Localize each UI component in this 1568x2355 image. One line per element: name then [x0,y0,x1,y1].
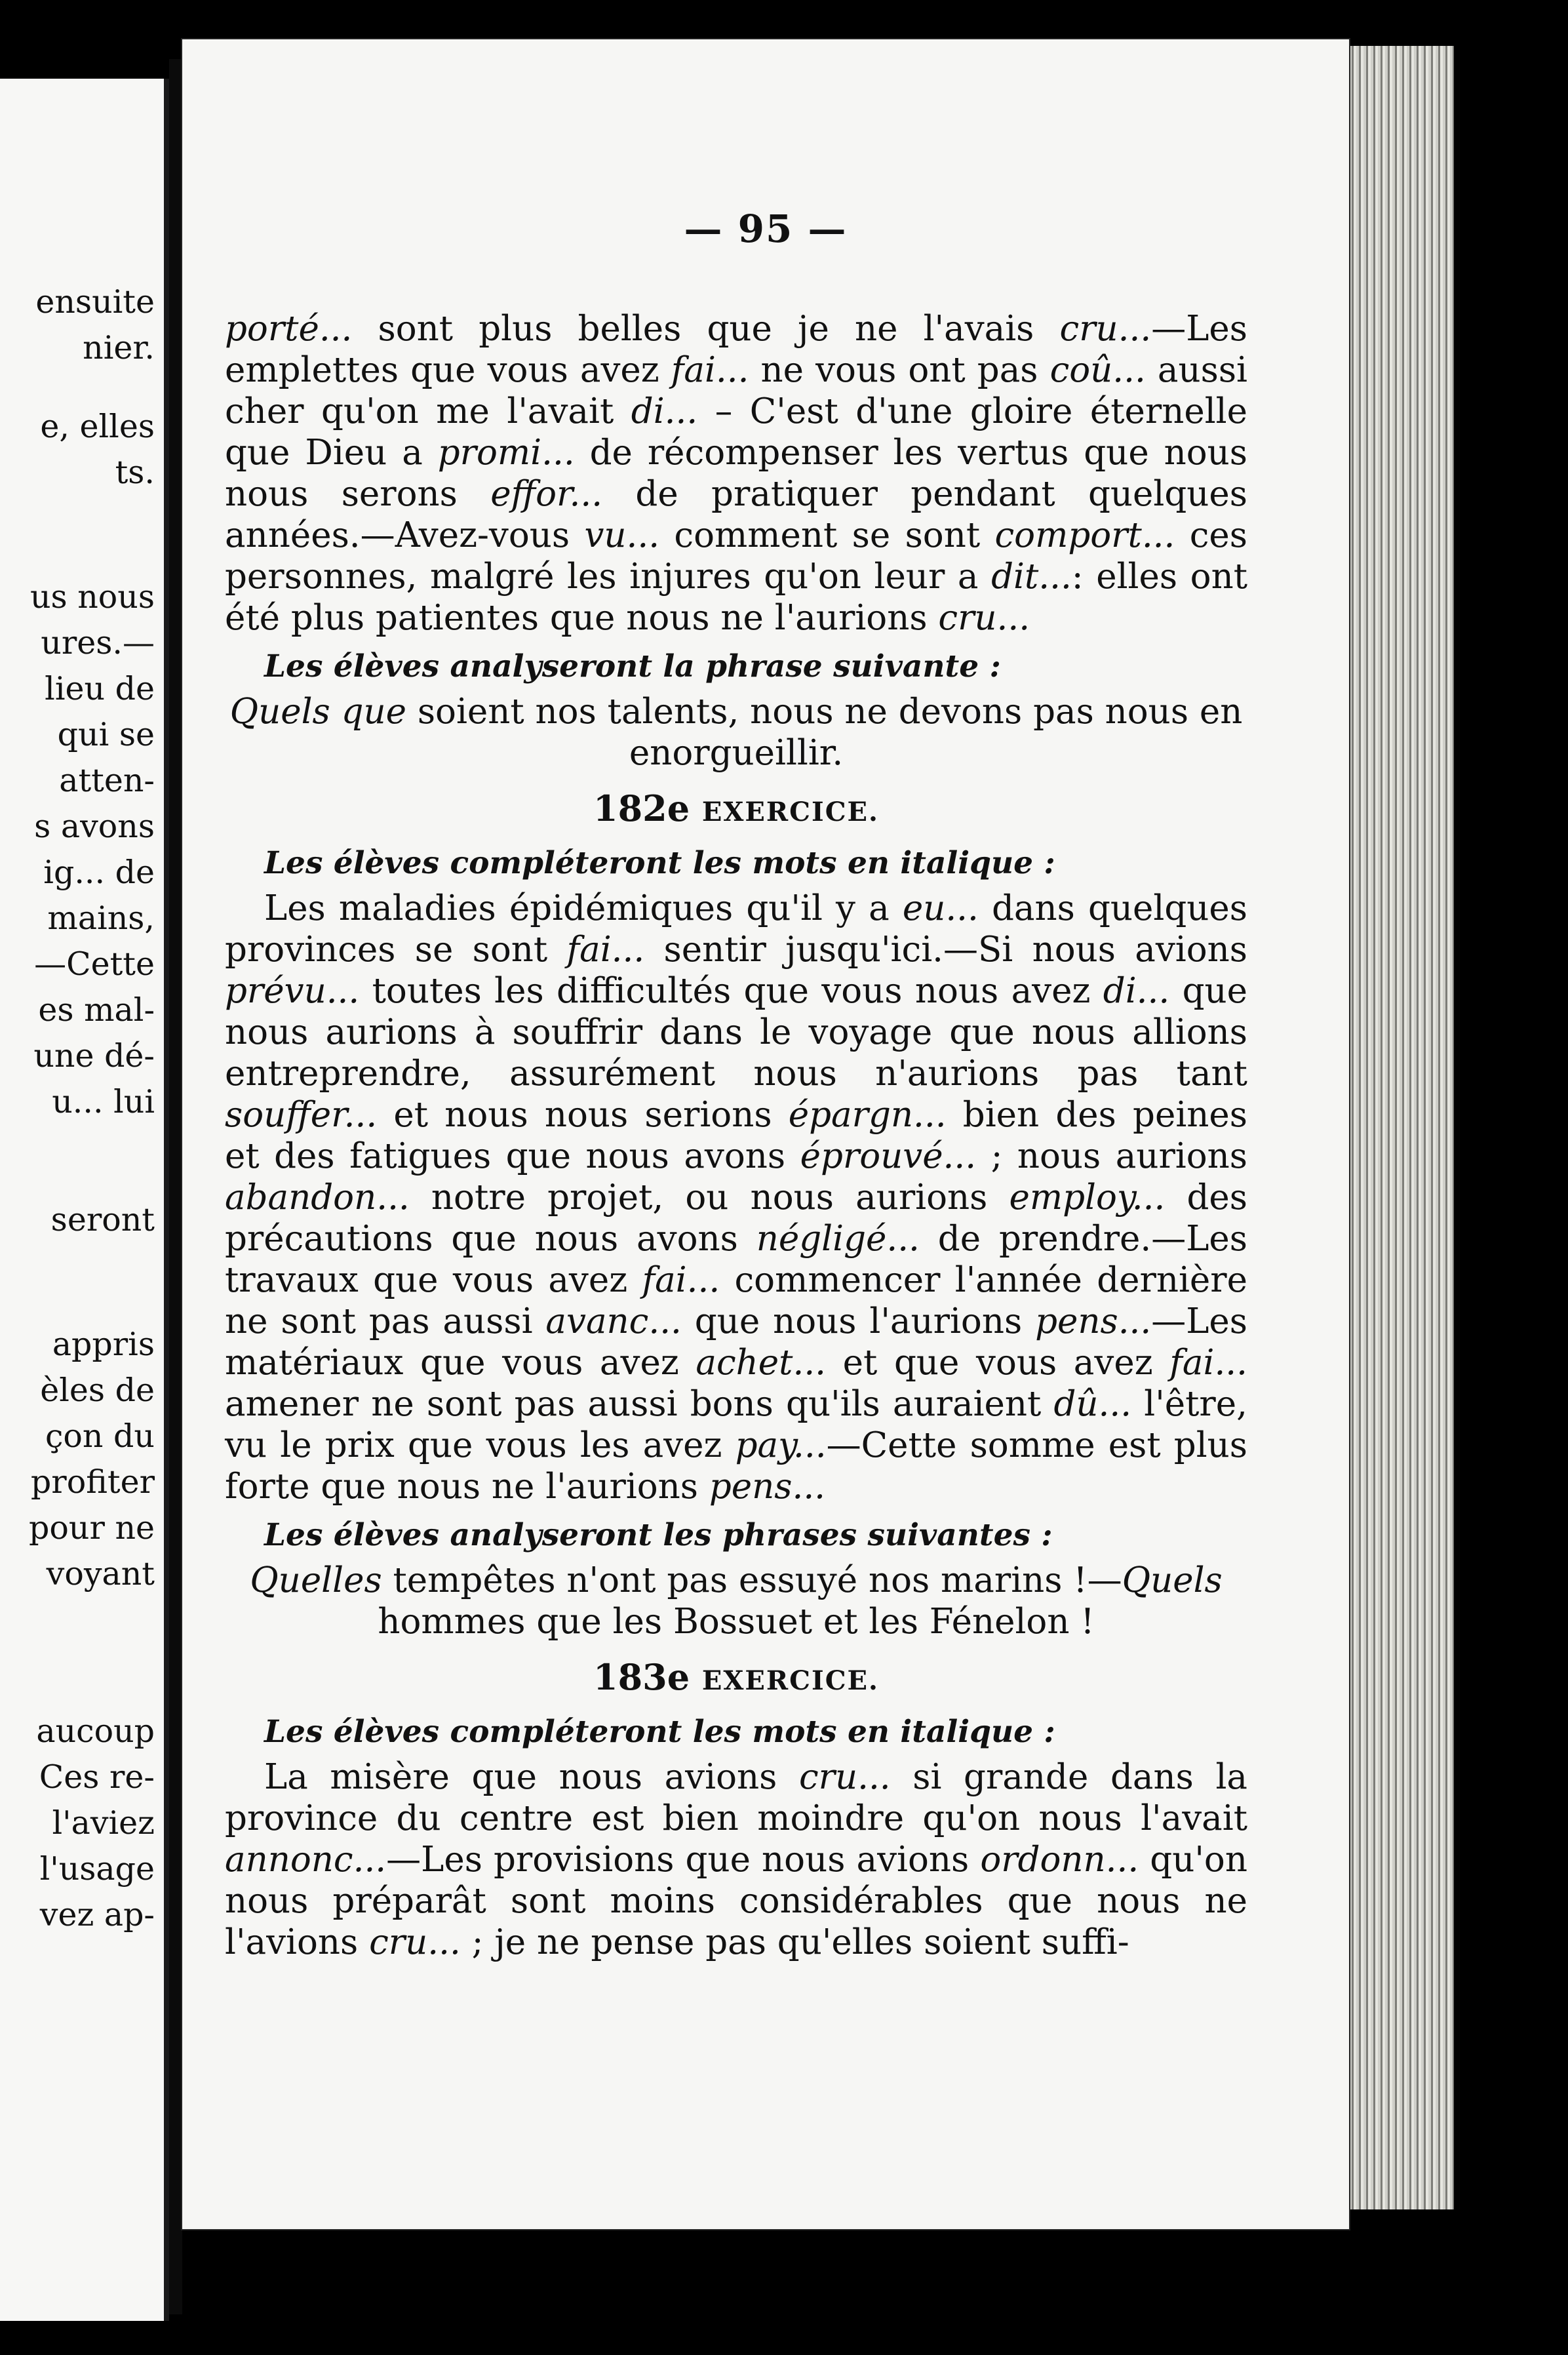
facing-page-text: atten- [59,762,155,799]
facing-page-text: aucoup [36,1712,155,1750]
italic-word: eu... [902,888,979,928]
text-run: commencer l'année dernière ne sont pas aussi [225,1260,1247,1341]
facing-page-text: pour ne [29,1509,155,1547]
example-sentence-1 [225,691,1247,774]
facing-page-text: mains, [47,900,155,937]
text-run: des précautions que nous avons [225,1178,1247,1259]
facing-page-text: ures.— [41,624,155,662]
italic-word: avanc... [545,1301,682,1341]
italic-word: souffer... [225,1095,378,1135]
instruction-analyse-2: Les élèves analyseront les phrases suivantes : [264,1517,1053,1553]
text-run: sentir jusqu'ici.—Si nous avions [644,930,1247,970]
italic-word: dû... [1053,1384,1132,1424]
italic-word: cru... [369,1922,461,1962]
text-run: l'être, vu le prix que vous les avez [225,1384,1247,1465]
facing-page-text: —Cette [34,945,155,983]
italic-word: pens... [1035,1301,1152,1341]
text-run: La misère que nous avions [264,1757,799,1797]
facing-page-fragment [0,79,169,2321]
facing-page-text: vez ap- [39,1896,155,1933]
italic-word: effor... [490,474,603,514]
facing-page-text: s avons [34,808,155,845]
italic-word: Quelles [250,1560,382,1600]
facing-page-text: u... lui [52,1083,155,1120]
text-run: ne vous ont pas [749,350,1050,390]
book-page [182,39,1349,2229]
italic-word: cru... [1059,309,1152,349]
italic-word: éprouvé... [800,1136,977,1176]
text-run: de prendre.—Les travaux que vous avez [225,1219,1247,1300]
page-fore-edge [1349,46,1454,2209]
book-gutter [169,59,182,2314]
italic-word: Quels [1122,1560,1223,1600]
exercise-182-paragraph [225,888,1247,1507]
italic-word: abandon... [225,1178,410,1217]
italic-word: dit... [991,557,1072,597]
page-number: — 95 — [684,207,848,251]
text-run: ; je ne pense pas qu'elles soient suffi- [460,1922,1129,1962]
facing-page-text: seront [50,1201,155,1238]
italic-word: Quels que [229,692,406,732]
facing-page-text: ensuite [35,283,155,321]
text-run: amener ne sont pas aussi bons qu'ils auraient [225,1384,1054,1424]
instruction-analyse-1: Les élèves analyseront la phrase suivante : [264,648,1001,684]
exercise-182-number: 182e [593,787,690,829]
facing-page-text: qui se [57,716,155,753]
text-run: : elles ont été plus patientes que nous ne l'aurions [225,557,1247,638]
italic-word: ordonn... [980,1840,1139,1880]
text-run: bien des peines et des fatigues que nous avons [225,1095,1247,1176]
facing-page-text: l'usage [39,1850,155,1888]
text-run: que nous aurions à souffrir dans le voyage que nous allions entreprendre, assurément nous n'aurions pas tant [225,971,1247,1094]
text-run: soient nos talents, nous ne devons pas nous en enorgueillir. [406,692,1243,773]
text-run: notre projet, ou nous aurions [409,1178,1009,1217]
exercise-183-heading [225,1654,1247,1704]
text-run: —Les provisions que nous avions [386,1840,981,1880]
text-run: dans quelques provinces se sont [225,888,1247,970]
exercise-182-label: EXERCICE. [701,797,879,827]
text-run: —Cette somme est plus forte que nous ne l'aurions [225,1425,1247,1507]
facing-page-text: appris [52,1326,155,1363]
text-run: que nous l'aurions [681,1301,1036,1341]
text-run: tempêtes n'ont pas essuyé nos marins !— [382,1560,1122,1600]
text-run: – C'est d'une gloire éternelle que Dieu a [225,391,1247,473]
instruction-complete-2: Les élèves compléteront les mots en italique : [264,1714,1055,1750]
text-run: et nous nous serions [377,1095,789,1135]
facing-page-text: e, elles [40,408,155,445]
italic-word: épargn... [788,1095,947,1135]
italic-word: prévu... [225,971,360,1011]
italic-word: fai... [671,350,749,390]
text-run: toutes les difficultés que vous nous avez [359,971,1103,1011]
italic-word: vu... [584,515,660,555]
italic-word: comport... [994,515,1175,555]
text-run: aussi cher qu'on me l'avait [225,350,1247,431]
text-run: de pratiquer pendant quelques années.—Avez-vous [225,474,1247,555]
italic-word: fai... [642,1260,720,1300]
text-run: ; nous aurions [976,1136,1247,1176]
exercise-183-number: 183e [593,1656,690,1698]
text-run: —Les emplettes que vous avez [225,309,1247,390]
italic-word: di... [1103,971,1170,1011]
instruction-complete-1: Les élèves compléteront les mots en italique : [264,845,1055,881]
italic-word: cru... [798,1757,891,1797]
facing-page-text: çon du [45,1417,155,1455]
italic-word: pens... [709,1467,826,1507]
text-run: et que vous avez [826,1343,1170,1383]
facing-page-text: èles de [40,1372,155,1409]
page-content [225,203,1247,1963]
facing-page-text: es mal- [38,991,155,1029]
text-run: —Les matériaux que vous avez [225,1301,1247,1383]
facing-page-text: lieu de [45,670,155,707]
text-run: sont plus belles que je ne l'avais [352,309,1060,349]
italic-word: négligé... [756,1219,920,1259]
exercise-182-heading [225,785,1247,835]
text-run: qu'on nous préparât sont moins considérables que nous ne l'avions [225,1840,1247,1962]
facing-page-text: profiter [30,1463,155,1501]
facing-page-text: voyant [46,1555,155,1593]
intro-paragraph [225,308,1247,639]
text-run: de récompenser les vertus que nous nous serons [225,433,1247,514]
facing-page-text: l'aviez [52,1804,155,1842]
italic-word: annonc... [225,1840,387,1880]
italic-word: porté... [225,309,353,349]
facing-page-text: Ces re- [39,1758,155,1796]
facing-page-text: une dé- [33,1037,155,1075]
italic-word: cru... [938,598,1030,638]
example-sentence-2 [225,1560,1247,1642]
italic-word: employ... [1009,1178,1166,1217]
italic-word: achet... [696,1343,827,1383]
exercise-183-label: EXERCICE. [701,1665,879,1696]
italic-word: fai... [566,930,645,970]
italic-word: coû... [1049,350,1146,390]
text-run: ces personnes, malgré les injures qu'on leur a [225,515,1247,597]
italic-word: fai... [1169,1343,1247,1383]
italic-word: di... [631,391,698,431]
exercise-183-paragraph [225,1756,1247,1963]
facing-page-text: nier. [83,329,155,366]
italic-word: promi... [437,433,575,473]
facing-page-text: ig... de [43,854,155,891]
facing-page-text: us nous [29,578,155,616]
italic-word: pay... [735,1425,827,1465]
text-run: comment se sont [659,515,995,555]
text-run: Les maladies épidémiques qu'il y a [264,888,903,928]
facing-page-text: ts. [115,454,155,491]
text-run: hommes que les Bossuet et les Fénelon ! [378,1602,1095,1642]
text-run: si grande dans la province du centre est bien moindre qu'on nous l'avait [225,1757,1247,1838]
